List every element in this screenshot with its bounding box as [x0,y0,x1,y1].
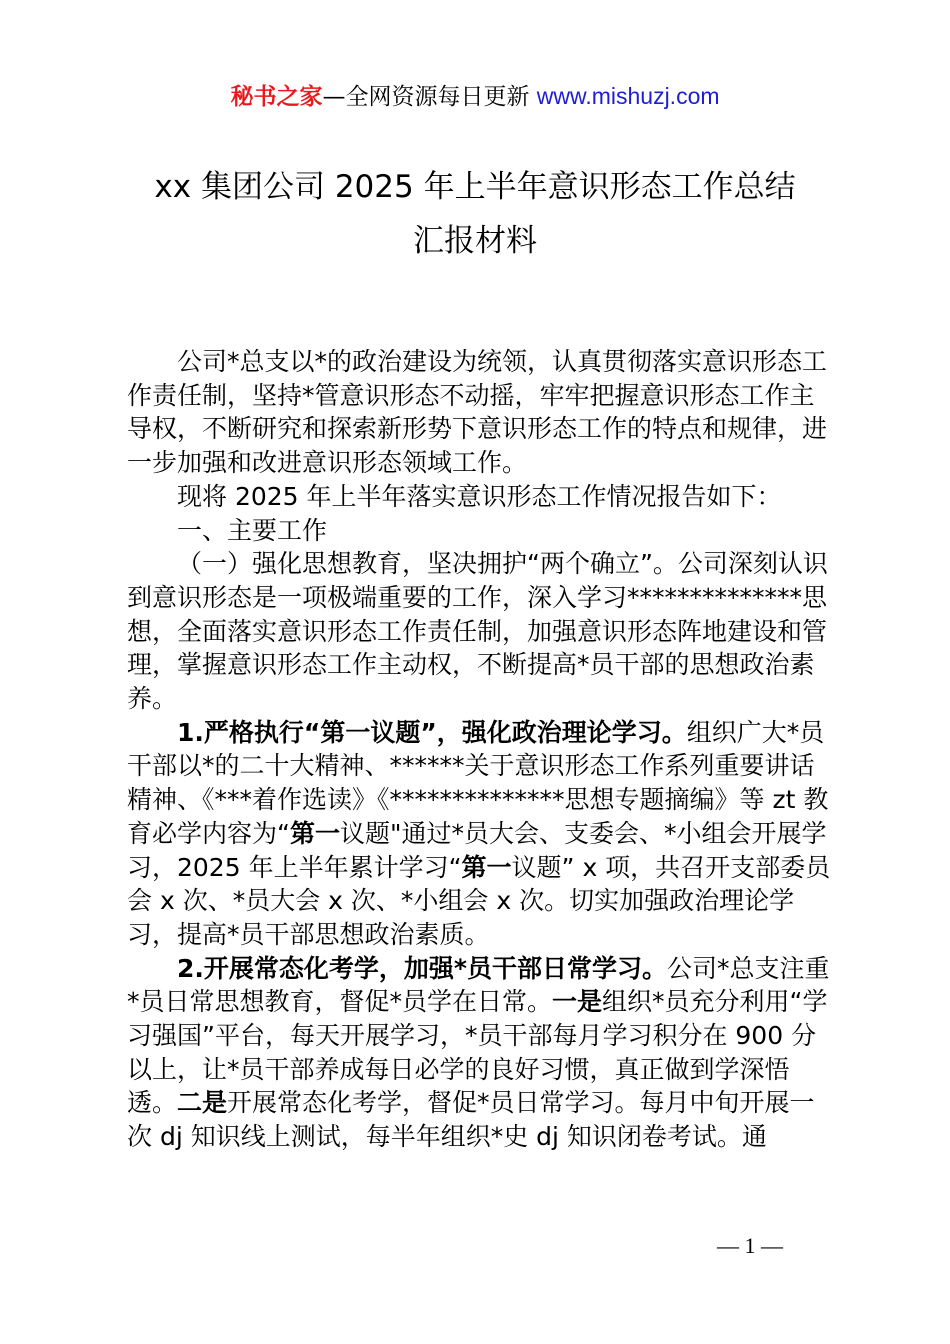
site-header [0,80,950,113]
brand-name: 秘书之家 [230,84,323,110]
title-line-1: xx 集团公司 2025 年上半年意识形态工作总结 [154,169,796,205]
item-2-bold-a: 一是 [552,987,603,1017]
intro-paragraph: 公司*总支以*的政治建设为统领，认真贯彻落实意识形态工作责任制，坚持*管意识形态不动摇，牢牢把握意识形态工作主导权，不断研究和探索新形势下意识形态工作的特点和规律，进一步加强和改进意识形态领域工作。 [127,347,828,478]
item-2-bold-b: 二是 [177,1088,228,1118]
header-slogan: —全网资源每日更新 [322,84,530,110]
document-title [0,160,950,268]
item-2-text-a: 公司*总支注重*员日常思想教育，督促*员学在日常。 [127,953,830,1017]
site-url: www.mishuzj.com [536,83,720,109]
item-1-bold-b: 第一 [461,852,512,882]
document-body [127,345,837,1154]
title-line-2: 汇报材料 [413,223,537,259]
report-intro: 现将 2025 年上半年落实意识形态工作情况报告如下： [177,481,782,511]
item-2-text-b: 组织*员充分利用“学习强国”平台，每天开展学习，*员干部每月学习积分在 900 分以上，让*员干部养成每日必学的良好习惯，真正做到学深悟透。 [127,987,828,1118]
item-1-text-b: 议题"通过*员大会、支委会、*小组会开展学习，2025 年上半年累计学习“ [127,818,827,882]
section-heading: 一、主要工作 [177,515,328,545]
item-1-text-c: 议题” x 项，共召开支部委员会 x 次、*员大会 x 次、*小组会 x 次。切实加强政治理论学习，提高*员干部思想政治素质。 [127,852,831,949]
subsection-paragraph: （一）强化思想教育，坚决拥护“两个确立”。公司深刻认识到意识形态是一项极端重要的工作，深入学习**************思想，全面落实意识形态工作责任制，加强意识形态阵地建设和管理，掌握意识形态工作主动权，不断提高*员干部的思想政治素养。 [127,549,828,714]
item-1-paragraph [127,716,837,952]
item-2-paragraph [127,952,837,1154]
page-number: — 1 — [717,1233,783,1258]
item-1-lead: 1.严格执行“第一议题”，强化政治理论学习。 [177,717,687,747]
item-1-text-a: 组织广大*员干部以*的二十大精神、******关于意识形态工作系列重要讲话精神、《***着作选读》《**************思想专题摘编》等 zt 教育必学内容为“ [127,717,829,848]
item-1-bold-a: 第一 [289,818,340,848]
item-2-lead: 2.开展常态化考学，加强*员干部日常学习。 [177,953,667,983]
item-2-text-c: 开展常态化考学，督促*员日常学习。每月中旬开展一次 dj 知识线上测试，每半年组织*史 dj 知识闭卷考试。通 [127,1088,815,1152]
